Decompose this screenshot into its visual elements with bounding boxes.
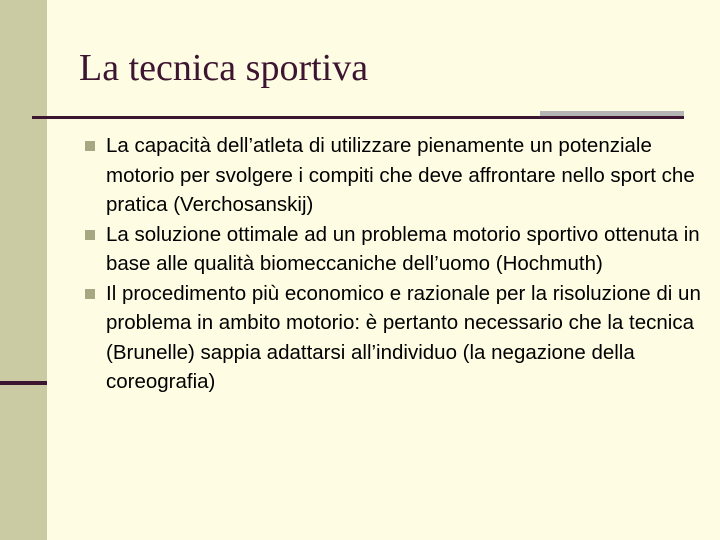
bullet-text: Il procedimento più economico e razionale per la risoluzione di un problema in ambito motorio: è pertanto necessario che la tecnica (Brunelle) sappia adattarsi all’individuo (la negazione della coreografia)	[106, 281, 701, 393]
bullet-item	[85, 131, 705, 220]
square-bullet-icon	[85, 289, 95, 299]
slide-title: La tecnica sportiva	[79, 47, 369, 89]
bullet-text: La capacità dell’atleta di utilizzare pienamente un potenziale motorio per svolgere i compiti che deve affrontare nello sport che pratica (Verchosanskij)	[106, 134, 695, 216]
square-bullet-icon	[85, 230, 95, 240]
bullet-item	[85, 279, 705, 397]
side-accent-bar	[0, 381, 47, 385]
side-band	[0, 0, 47, 540]
bullet-item	[85, 220, 705, 279]
bullet-list	[85, 131, 705, 397]
title-rule	[32, 116, 684, 119]
bullet-text: La soluzione ottimale ad un problema motorio sportivo ottenuta in base alle qualità biomeccaniche dell’uomo (Hochmuth)	[106, 222, 700, 275]
square-bullet-icon	[85, 141, 95, 151]
